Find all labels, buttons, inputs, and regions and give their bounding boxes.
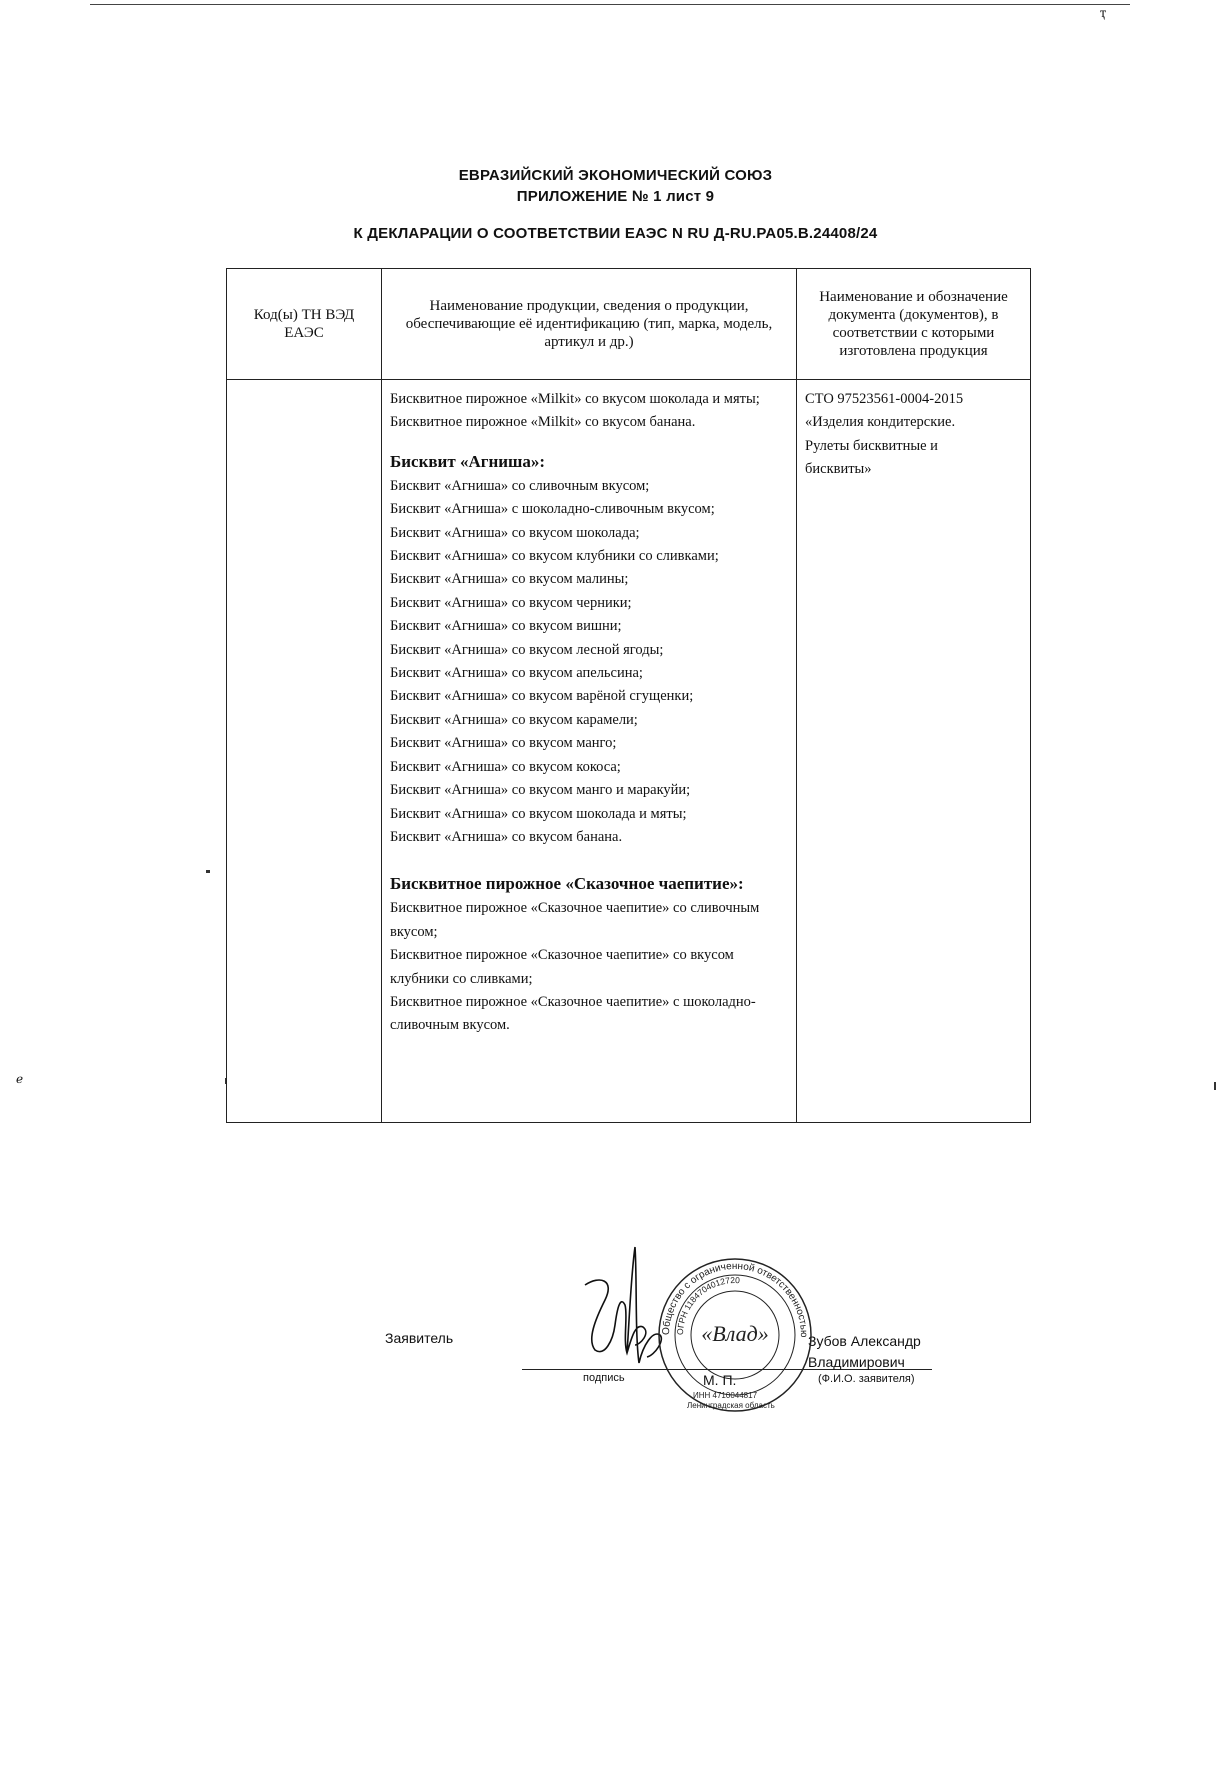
- document-line: бисквиты»: [805, 461, 872, 478]
- signature-caption: подпись: [583, 1372, 625, 1384]
- fio-caption: (Ф.И.О. заявителя): [818, 1373, 915, 1385]
- product-line: Бисквит «Агниша» со вкусом черники;: [390, 594, 632, 611]
- product-line: Бисквит «Агниша» со сливочным вкусом;: [390, 477, 650, 494]
- company-stamp: [655, 1255, 815, 1415]
- document-line: Рулеты бисквитные и: [805, 437, 938, 454]
- product-line: Бисквит «Агниша» с шоколадно-сливочным вкусом;: [390, 501, 715, 518]
- product-line: Бисквит «Агниша» со вкусом манго;: [390, 735, 617, 752]
- product-line: Бисквит «Агниша» со вкусом апельсина;: [390, 665, 643, 682]
- product-line: Бисквит «Агниша» со вкусом лесной ягоды;: [390, 641, 664, 658]
- header-codes: Код(ы) ТН ВЭД ЕАЭС: [227, 269, 382, 380]
- document-line: «Изделия кондитерские.: [805, 414, 956, 431]
- stamp-inn-text: ИНН 4710044817: [693, 1391, 758, 1400]
- product-line: Бисквит «Агниша» со вкусом манго и маракуйи;: [390, 782, 691, 799]
- product-line: Бисквит «Агниша» со вкусом карамели;: [390, 711, 638, 728]
- header-documents: Наименование и обозначение документа (документов), в соответствии с которыми изготовлена продукция: [797, 269, 1031, 380]
- product-line: Бисквитное пирожное «Milkit» со вкусом шоколада и мяты;: [390, 391, 760, 407]
- product-line: Бисквитное пирожное «Milkit» со вкусом банана.: [390, 414, 696, 431]
- scan-mark: ҭ: [1100, 6, 1107, 21]
- applicant-name-line2: Владимирович: [808, 1354, 905, 1370]
- product-line: Бисквит «Агниша» со вкусом варёной сгущенки;: [390, 688, 694, 705]
- declaration-title: К ДЕКЛАРАЦИИ О СООТВЕТСТВИИ ЕАЭС N RU Д-RU.PA05.B.24408/24: [353, 225, 878, 242]
- group-title: Бисквит «Агниша»:: [390, 451, 546, 471]
- stamp-ring-text: Общество с ограниченной ответственностью: [660, 1260, 810, 1338]
- product-line: Бисквит «Агниша» со вкусом банана.: [390, 828, 623, 845]
- appendix-title: ПРИЛОЖЕНИЕ № 1 лист 9: [516, 188, 715, 205]
- group-title: Бисквитное пирожное «Сказочное чаепитие»:: [390, 874, 744, 894]
- stamp-mark: М. П.: [703, 1372, 737, 1388]
- product-line: Бисквит «Агниша» со вкусом вишни;: [390, 618, 622, 635]
- stamp-region-text: Ленинградская область: [687, 1401, 775, 1410]
- product-line: Бисквитное пирожное «Сказочное чаепитие» с шоколадно-сливочным вкусом.: [390, 993, 756, 1034]
- scan-speck: ℯ: [16, 1072, 24, 1086]
- product-line: Бисквитное пирожное «Сказочное чаепитие» со вкусом клубники со сливками;: [390, 947, 734, 987]
- document-line: СТО 97523561-0004-2015: [805, 391, 964, 407]
- union-title: ЕВРАЗИЙСКИЙ ЭКОНОМИЧЕСКИЙ СОЮЗ: [458, 167, 773, 184]
- header-products: Наименование продукции, сведения о продукции, обеспечивающие её идентификацию (тип, марка, модель, артикул и др.): [382, 269, 797, 380]
- stamp-center-text: «Влад»: [701, 1321, 769, 1346]
- product-line: Бисквитное пирожное «Сказочное чаепитие» со сливочным вкусом;: [390, 900, 760, 940]
- applicant-name-line1: Зубов Александр: [808, 1333, 921, 1349]
- product-line: Бисквит «Агниша» со вкусом шоколада;: [390, 524, 640, 541]
- stamp-ogrn-text: ОГРН 1184704012720: [674, 1274, 741, 1336]
- applicant-label: Заявитель: [385, 1330, 454, 1346]
- product-line: Бисквит «Агниша» со вкусом кокоса;: [390, 758, 621, 775]
- product-line: Бисквит «Агниша» со вкусом шоколада и мяты;: [390, 805, 687, 822]
- product-line: Бисквит «Агниша» со вкусом малины;: [390, 571, 629, 588]
- product-line: Бисквит «Агниша» со вкусом клубники со сливками;: [390, 548, 719, 565]
